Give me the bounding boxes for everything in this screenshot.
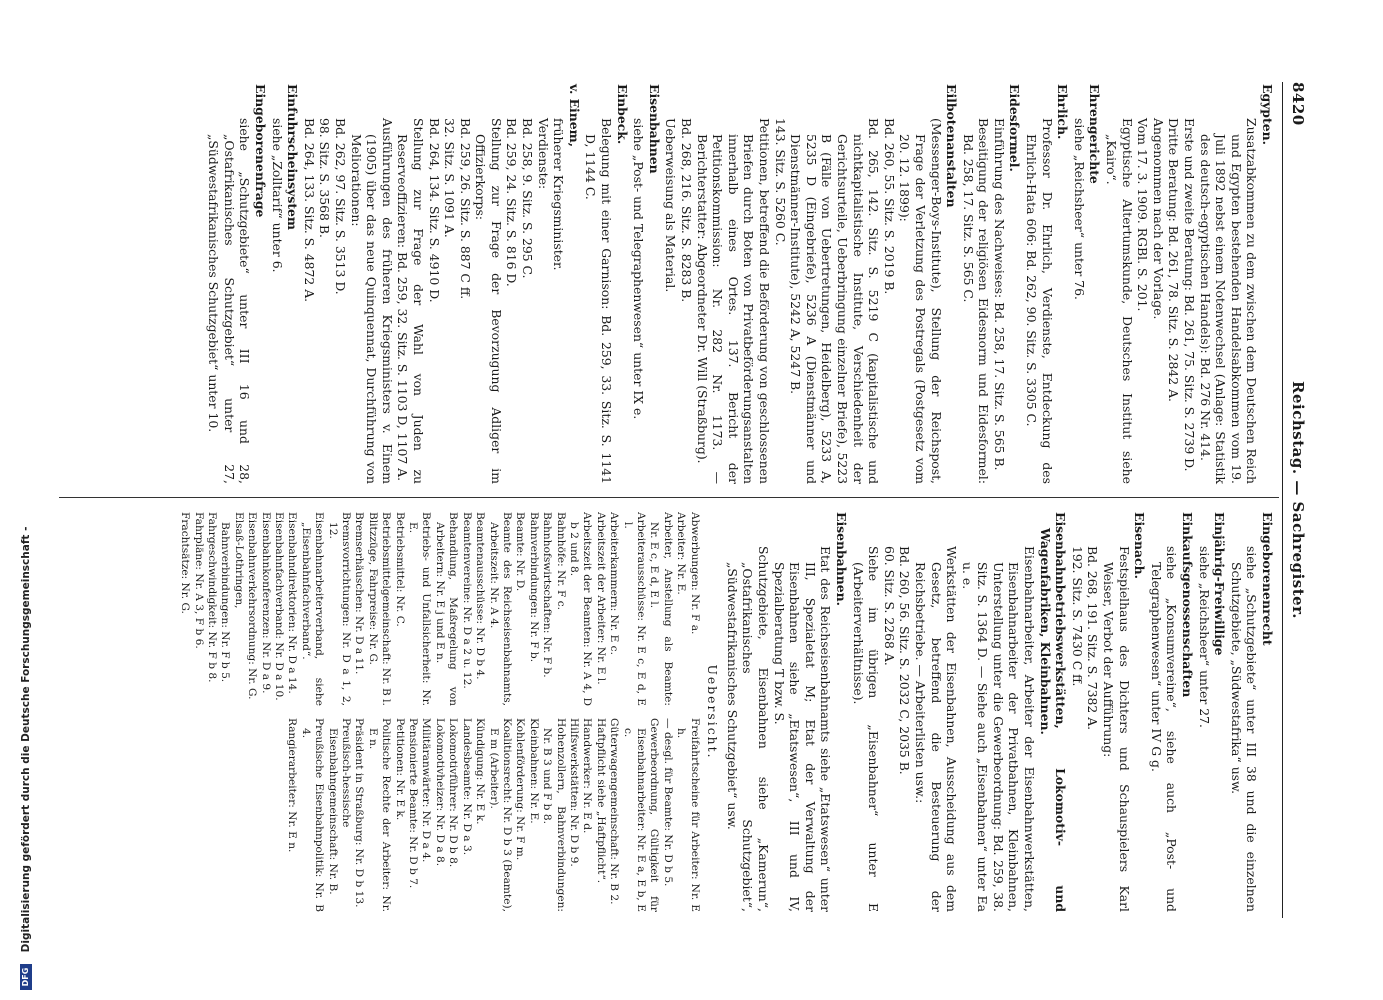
overview-item: Eisenbahnkonferenzen: Nr. D a 9. <box>259 512 272 694</box>
overview-item: Landesbeamte: Nr. D a 3. <box>460 718 473 856</box>
entry-heading: Einbeck. <box>614 84 630 145</box>
entry-line: 32. Sitz. S. 1091 A. <box>442 118 458 238</box>
entry-heading: Einfuhrscheinsystem <box>285 84 301 231</box>
left-column <box>205 84 1275 484</box>
entry-line: Ausführungen des früheren Kriegsministers v. Einem (1905) über das neue Quinquennat, Durchführung von Meliorationen: <box>348 118 395 484</box>
header-rule <box>1282 82 1283 918</box>
entry-line: Bd. 260, 55. Sitz. S. 2019 B. <box>881 118 897 295</box>
entry-line: siehe „Schutzgebiete“ unter III 16 und 28, „Ostafrikanisches Schutzgebiet“ unter 27, „Südwestafrikanisches Schutzgebiet“ unter 10. <box>206 118 253 484</box>
overview-item: Bremserhäuschen: Nr. D a 11. <box>353 512 366 675</box>
running-head <box>1281 82 1307 918</box>
index-entry <box>663 84 959 484</box>
entry-line: Einführung des Nachweises: Bd. 258, 17. Sitz. S. 565 B. <box>991 118 1007 471</box>
index-entry <box>1196 512 1227 912</box>
right-column-entries <box>724 512 1275 912</box>
entry-heading: v. Einem, <box>566 84 582 148</box>
entry-line: Professor Dr. Ehrlich, Verdienste, Entdeckung des Ehrlich-Hata 606: Bd. 262, 90. Sitz. S. 3305 C. <box>1024 118 1055 484</box>
index-entry <box>1228 512 1275 912</box>
entry-heading: Eingeborenenrecht <box>1260 512 1275 646</box>
column-divider <box>59 497 1279 498</box>
overview-item: Beamte: Nr. D. <box>514 512 527 592</box>
overview-item: Güterwagengemeinschaft: Nr. B 2. <box>608 718 621 905</box>
index-entry <box>269 84 300 484</box>
entry-line: Eisenbahnarbeiter, Arbeiter der Eisenbahnwerkstätten, Eisenbahnarbeiter der Privatbahnen, Kleinbahnen, Unterstellung unter die Gewerbeordnung: Bd. 259, 38. Sitz. S. 1364 D. — Siehe auch „Eisenbahnen“ unter Ea u. e. <box>959 546 1038 912</box>
entry-line: Schutzgebiete, Eisenbahnen siehe „Kamerun“, „Ostafrikanisches Schutzgebiet“, „Südwestafrikanisches Schutzgebiet“ usw. <box>724 546 771 912</box>
entry-line: Festspielhaus des Dichters und Schauspielers Karl Weiser, Verbot der Aufführung: <box>1101 546 1132 912</box>
overview-item: Beamtenvereine: Nr. D a 2 u. 12. <box>460 512 473 689</box>
overview-item: Lokomotivführer: Nr. D b 8. <box>447 718 460 868</box>
entry-line: Bd. 260, 56. Sitz. S. 2032 C, 2035 B. <box>897 546 913 775</box>
overview-item: Pensionierte Beamte: Nr. D b 7. <box>407 718 420 889</box>
index-entry <box>301 84 582 484</box>
overview-item: Lokomotivheizer: Nr. D a 8. <box>433 718 446 867</box>
overview-item: Arbeiter: Nr. E. <box>675 512 688 595</box>
index-entry <box>1071 84 1102 484</box>
entry-line: früherer Kriegsminister. <box>551 118 567 271</box>
entry-heading: Eisenbahnbetriebswerkstätten, Lokomotiv- und Wagenfabriken, Kleinbahnen. <box>1037 512 1069 912</box>
entry-line: Werkstätten der Eisenbahnen, Ausscheidung aus dem Gesetz, betreffend die Besteuerung der Reichsbetriebe. — Arbeiterlisten usw.: <box>912 546 960 912</box>
overview-item: Arbeiterausschüsse: Nr. E c, E d, E l. <box>621 512 647 706</box>
overview-item: Kleinbahnen: Nr. E. <box>527 718 540 824</box>
right-column <box>178 512 1275 912</box>
overview-item: Eisenbahnfachverband: Nr. D a 10. <box>273 512 286 701</box>
index-entry <box>583 84 630 484</box>
entry-line: Stellung zur Frage der Bevorzugung Adliger im Offizierkorps: <box>473 118 504 484</box>
entry-heading: Ehrlich. <box>1055 84 1071 140</box>
overview-item: Hohenzollern, Bahnverbindungen: Nr. B 3 und F b 8. <box>541 718 567 912</box>
entry-line: Angenommen nach der Vorlage. <box>1150 118 1166 320</box>
entry-line: Bd. 258, 9. Sitz. S. 295 C. <box>520 118 536 279</box>
index-entry <box>960 84 1022 484</box>
entry-line: Ueberweisung als Material. <box>663 118 679 293</box>
entry-line: Beseitigung der religiösen Eidesnorm und Eidesformel: Bd. 258, 17. Sitz. S. 565 C. <box>960 118 992 484</box>
entry-line: Zusatzabkommen zu dem zwischen dem Deutschen Reich und Egypten bestehenden Handelsabkommen vom 19. Juli 1892 nebst einem Notenwechsel (Anlage: Statistik des deutsch-egyptischen Handels): Bd. 276 Nr. 414. <box>1197 118 1260 484</box>
entry-line: Petitionen, betreffend die Beförderung von geschlossenen Briefen durch Boten von Privatbeförderungsanstalten innerhalb eines Ortes. 137. Bericht der Petitionskommission: Nr. 282 Nr. 1173. — Berichterstatter: Abgeordneter Dr. Will (Straßburg). <box>694 118 772 484</box>
entry-line: Verdienste: <box>535 118 551 190</box>
overview-item: Petitionen: Nr. E k. <box>393 718 406 821</box>
entry-heading: Einkaufsgenossenschaften <box>1180 512 1196 698</box>
overview-item: Arbeiterkammern: Nr. E c. <box>608 512 621 655</box>
overview-item: Beamte des Reichseisenbahnamts, Arbeitszeit: Nr. A 4. <box>487 512 513 706</box>
entry-heading: Eisenbahnen. <box>833 512 849 606</box>
overview-item: Eisenbahndirektorien: Nr. D a 14. <box>286 512 299 694</box>
overview-item: Bahnverbindungen: Nr. F b. <box>527 512 540 663</box>
overview-item: Kündigung: Nr. E k. <box>474 718 487 825</box>
entry-line: Siehe im übrigen „Eisenbahner“ unter E (Arbeiterverhältnisse). <box>850 546 882 912</box>
entry-line: siehe „Konsumvereine“, siehe auch „Post- und Telegraphenwesen“ unter IV G g. <box>1148 546 1180 912</box>
index-entry <box>1069 512 1147 912</box>
entry-line: 60. Sitz. S. 2268 A. <box>881 546 897 666</box>
overview-item: Eisenbahnverkehrsordnung: Nr. G. <box>246 512 259 700</box>
entry-line: Dritte Beratung: Bd. 261, 78. Sitz. S. 2842 A. <box>1166 118 1182 402</box>
overview-item: Fahrpläne: Nr. A 3, F b 6. <box>192 512 205 649</box>
index-entry <box>1024 84 1071 484</box>
dfg-logo: DFG <box>20 964 32 990</box>
overview-title: Uebersicht. <box>705 664 721 760</box>
entry-line: 143. Sitz. S. 5260 C. <box>772 118 788 246</box>
page-number: 8420 <box>1289 82 1307 126</box>
entry-heading: Egypten. <box>1260 84 1275 145</box>
entry-heading: Eidesformel. <box>1007 84 1023 172</box>
overview-item: Arbeitszeit der Beamten: Nr. A 4, D b 2 und 8. <box>567 512 594 706</box>
overview-item: Elsaß-Lothringen, Bahnverbindungen: Nr. F b 5. <box>219 512 245 683</box>
overview-item: Militäranwärter: Nr. D a 4. <box>420 718 433 863</box>
entry-line: Bd. 259, 24. Sitz. S. 816 D. <box>504 118 520 287</box>
index-entry <box>1148 512 1195 912</box>
entry-line: Erste und zweite Beratung: Bd. 261, 75. Sitz. S. 2739 D. <box>1182 118 1198 472</box>
entry-line: Bd. 265, 142. Sitz. S. 5219 C (kapitalistische und nichtkapitalistische Institute, Verschiedenheit der Gerichtsurteile, Ueberbringung einzelner Briefe), 5223 B (Fälle von Uebertretungen, Heidelberg), 5233 A, 5235 D (Eingebriefe), 5236 A (Dienstmänner und Dienstmänner-Institute), 5242 A, 5247 B. <box>788 118 882 484</box>
entry-line: Egyptische Altertumskunde, Deutsches Institut siehe „Kairo“. <box>1104 118 1135 484</box>
index-entry <box>631 84 662 484</box>
overview-item: Haftpflicht siehe „Haftpflicht“. <box>594 718 607 884</box>
overview-item: Gewerbeordnung, Gültigkeit für Eisenbahnarbeiter: Nr. E a, E b, E c. <box>621 718 661 912</box>
entry-line: Stellung zur Frage der Wahl von Juden zu Reserveoffizieren: Bd. 259, 32. Sitz. S. 1103 D, 1107 A. <box>395 118 426 484</box>
entry-heading: Einjährig-Freiwillige <box>1212 512 1228 656</box>
entry-line: siehe „Schutzgebiete“ unter III 38 und die einzelnen Schutzgebiete, „Südwestafrika“ usw. <box>1228 546 1260 912</box>
entry-line: Bd. 264, 134. Sitz. S. 4910 D. <box>426 118 442 303</box>
overview-item: Arbeitszeit der Arbeiter: Nr. E l. <box>594 512 607 685</box>
overview-lists <box>178 512 701 912</box>
overview-item: Bremsvorrichtungen: Nr. D a 1, 2, 12. <box>326 512 353 706</box>
page-title: Reichstag. — Sachregister. <box>1289 381 1307 619</box>
overview-item: — desgl. für Beamte: Nr. D b 5. <box>661 718 674 887</box>
entry-heading: Ehrengerichte <box>1087 84 1103 184</box>
index-entry <box>724 512 849 912</box>
entry-line: 98. Sitz. S. 3568 B. <box>317 118 333 238</box>
overview-item: Handwerker: Nr. E d. <box>581 718 594 834</box>
index-entry <box>206 84 268 484</box>
overview-item: Freifahrtscheine für Arbeiter: Nr. E h. <box>675 718 701 912</box>
overview-item: Beamtenausschüsse: Nr. D b 4. <box>474 512 487 680</box>
entry-heading: Eisenbahnen <box>646 84 662 174</box>
entry-heading: Eingeborenenfrage <box>253 84 268 218</box>
entry-line: Vom 17. 3. 1909. RGBl. S. 201. <box>1135 118 1151 312</box>
overview-item: Bahnhöfe: Nr. F c. <box>554 512 567 610</box>
overview-item: Behandlung, Maßregelung von Arbeitern: Nr. E j und E n. <box>433 512 460 706</box>
entry-line: Bd. 259, 26. Sitz. S. 887 C ff. <box>457 118 473 300</box>
entry-line: Bd. 262, 97. Sitz. S. 3513 D. <box>332 118 348 295</box>
entry-line: siehe „Post- und Telegraphenwesen“ unter IX e. <box>631 118 647 420</box>
overview-item: Eisenbahnarbeiterverband, siehe „Eisenbahnfachverband“. <box>299 512 326 706</box>
overview-item: Preußische Eisenbahnpolitik: Nr. B 4. <box>299 718 326 912</box>
overview-item: Politische Rechte der Arbeiter: Nr. E n. <box>366 718 393 912</box>
entry-line: Bd. 268, 216. Sitz. S. 8283 B. <box>679 118 695 303</box>
overview-item: Betriebsmittel: Nr. C. <box>393 512 406 627</box>
overview-item: Abwerbungen: Nr. F a. <box>688 512 701 635</box>
entry-heading: Eisenach. <box>1132 512 1148 579</box>
overview-item: Arbeiter, Anstellung als Beamte: Nr. E c, E d, E l. <box>648 512 674 706</box>
footer-credit <box>20 0 32 990</box>
overview-item: Betriebs- und Unfallsicherheit: Nr. E. <box>407 512 433 706</box>
footer-text: Digitalisierung gefördert durch die Deutsche Forschungsgemeinschaft - <box>20 526 32 953</box>
overview-item: Fahrgeschwindigkeit: Nr. F b 8. <box>206 512 218 683</box>
overview-item: Koalitionsrecht: Nr. D b 3 (Beamte), E m (Arbeiter). <box>487 718 513 912</box>
entry-line: siehe „Reichsheer“ unter 27. <box>1196 546 1212 728</box>
entry-line: siehe „Zolltarif“ unter 6. <box>269 118 285 273</box>
entry-line: (Messenger-Boys-Institute), Stellung der Reichspost, Frage der Verletzung des Postregals (Postgesetz vom 20. 12. 1899): <box>897 118 944 484</box>
entry-line: Bd. 264, 133. Sitz. S. 4872 A. <box>301 118 317 303</box>
index-entry <box>1103 84 1275 484</box>
entry-line: Etat des Reichseisenbahnamts siehe „Etatswesen“ unter III, Spezialetat M; Etat der Verwaltung der Eisenbahnen siehe „Etatswesen“, III und IV, Spezialberatung T bzw. S. <box>771 546 834 912</box>
overview-item: Bahnhofswirtschaften: Nr. F b. <box>541 512 554 678</box>
overview-item: Rangierarbeiter: Nr. E n. <box>286 718 299 853</box>
entry-heading: Eilbotenanstalten <box>944 84 960 208</box>
overview-item: Hilfswerkstätten: Nr. D b 9. <box>567 718 580 867</box>
entry-line: siehe „Reichsheer“ unter 76. <box>1071 118 1087 300</box>
entry-line: Bd. 268, 191. Sitz. S. 7382 A. <box>1085 546 1101 731</box>
entry-line: 192. Sitz. S. 7430 C ff. <box>1069 546 1085 687</box>
overview-item: Preußisch-hessische Eisenbahngemeinschaft: Nr. B. <box>326 718 353 895</box>
index-entry <box>850 512 1068 912</box>
entry-line: Belegung mit einer Garnison: Bd. 259, 33. Sitz. S. 1141 D, 1144 C. <box>583 118 615 484</box>
overview-item: Blitzzüge, Fahrpreise: Nr. G. <box>366 512 379 665</box>
overview-list-b <box>178 718 701 912</box>
overview-item: Präsident in Straßburg: Nr. D b 13. <box>353 718 366 908</box>
overview-item: Kohlenförderung: Nr. F m. <box>514 718 527 861</box>
overview-item: Betriebsmittelgemeinschaft: Nr. B l. <box>380 512 393 706</box>
overview-item: Frachtsätze: Nr. G. <box>179 512 192 614</box>
overview-list-a <box>178 512 701 706</box>
